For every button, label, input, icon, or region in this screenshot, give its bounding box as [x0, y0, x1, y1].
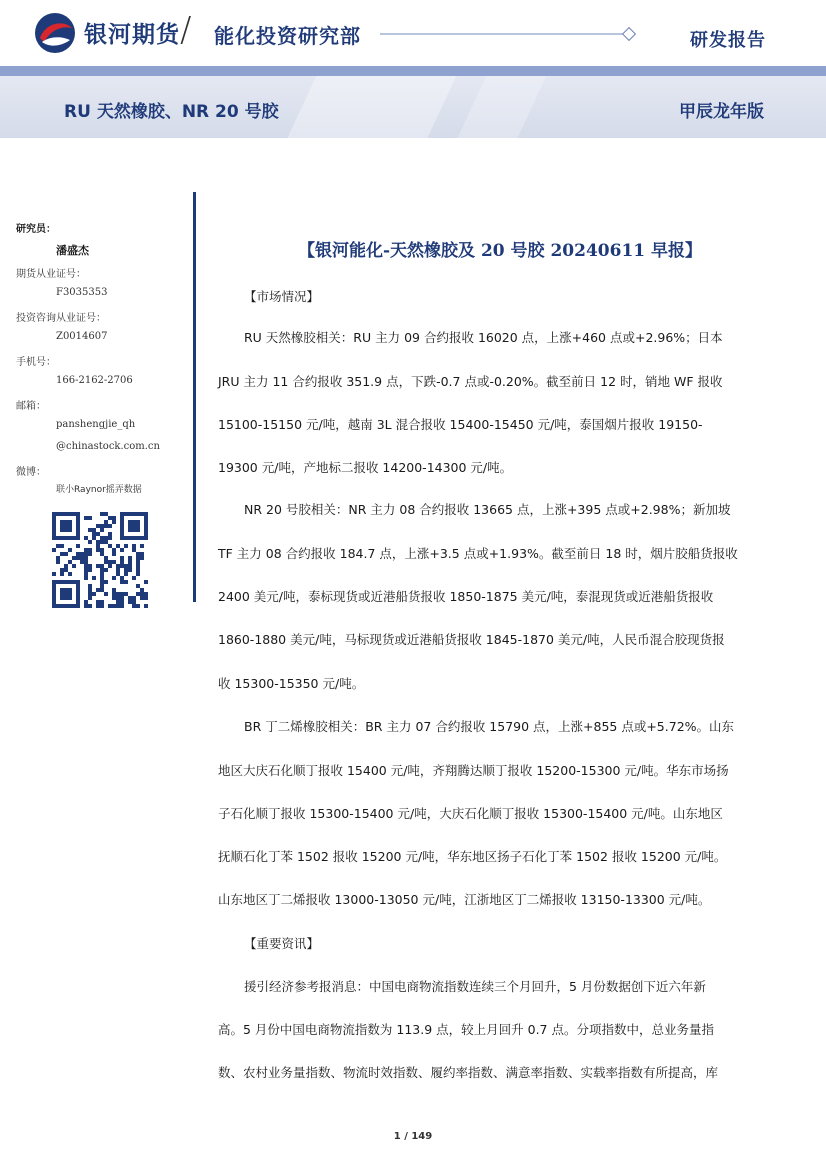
header-rule [380, 33, 630, 35]
paragraph-line: 15100-15150 元/吨，越南 3L 混合报收 15400-15450 元/吨，泰国烟片报收 19150- [218, 417, 703, 432]
paragraph-line: BR 丁二烯橡胶相关：BR 主力 07 合约报收 15790 点，上涨+855 点或+5.72%。山东 [244, 719, 735, 734]
phone-label: 手机号： [16, 357, 56, 368]
paragraph-line: 收 15300-15350 元/吨。 [218, 676, 365, 691]
email-line-2: @chinastock.com.cn [56, 441, 160, 452]
invest-cert-label: 投资咨询从业证号： [16, 313, 106, 324]
paragraph-line: TF 主力 08 合约报收 184.7 点，上涨+3.5 点或+1.93%。截至前日 18 时，烟片胶船货报收 [218, 546, 738, 561]
qr-code-icon [52, 512, 148, 608]
galaxy-logo-icon [34, 12, 76, 54]
header-band [0, 66, 826, 76]
page-number: 1 / 149 [393, 1131, 433, 1142]
invest-cert-number: Z0014607 [56, 331, 108, 342]
paragraph-line: 抚顺石化丁苯 1502 报收 15200 元/吨，华东地区扬子石化丁苯 1502 报收 15200 元/吨。 [218, 849, 727, 864]
paragraph-line: 山东地区丁二烯报收 13000-13050 元/吨，江浙地区丁二烯报收 13150-13300 元/吨。 [218, 892, 711, 907]
futures-cert-label: 期货从业证号： [16, 269, 86, 280]
banner-title: RU 天然橡胶、NR 20 号胶 [64, 102, 279, 122]
email-line-1: panshengjie_qh [56, 419, 136, 430]
diamond-icon [622, 27, 636, 41]
phone-number: 166-2162-2706 [56, 375, 133, 386]
sidebar-divider [193, 192, 196, 602]
document-title: 【银河能化-天然橡胶及 20 号胶 20240611 早报】 [298, 241, 703, 261]
brand-name: 银河期货 [84, 22, 180, 48]
paragraph-line: 2400 美元/吨，泰标现货或近港船货报收 1850-1875 美元/吨，泰混现货或近港船货报收 [218, 589, 714, 604]
researcher-label: 研究员： [16, 224, 56, 235]
researcher-name: 潘盛杰 [56, 244, 89, 257]
weibo-label: 微博： [16, 467, 46, 478]
futures-cert-number: F3035353 [56, 287, 108, 298]
topic-banner [0, 76, 826, 138]
paragraph-line: JRU 主力 11 合约报收 351.9 点，下跌-0.7 点或-0.20%。截至前日 12 时，销地 WF 报收 [218, 374, 723, 389]
email-label: 邮箱： [16, 401, 46, 412]
paragraph-line: RU 天然橡胶相关：RU 主力 09 合约报收 16020 点，上涨+460 点或+2.96%；日本 [244, 330, 723, 345]
header-divider: / [180, 10, 192, 50]
paragraph-line: 子石化顺丁报收 15300-15400 元/吨，大庆石化顺丁报收 15300-15400 元/吨。山东地区 [218, 806, 723, 821]
section-market: 【市场情况】 [244, 289, 320, 304]
paragraph-line: 数、农村业务量指数、物流时效指数、履约率指数、满意率指数、实载率指数有所提高，库 [218, 1065, 719, 1080]
paragraph-line: 高。5 月份中国电商物流指数为 113.9 点，较上月回升 0.7 点。分项指数中，总业务量指 [218, 1022, 714, 1037]
report-type: 研发报告 [690, 30, 766, 51]
weibo-account: 联小Raynor摇弄数据 [56, 485, 142, 495]
paragraph-line: 地区大庆石化顺丁报收 15400 元/吨，齐翔腾达顺丁报收 15200-15300 元/吨。华东市场扬 [218, 763, 729, 778]
department-name: 能化投资研究部 [214, 24, 361, 48]
paragraph-line: 1860-1880 美元/吨，马标现货或近港船货报收 1845-1870 美元/吨，人民币混合胶现货报 [218, 632, 725, 647]
page-header [0, 0, 826, 66]
paragraph-line: NR 20 号胶相关：NR 主力 08 合约报收 13665 点，上涨+395 点或+2.98%；新加坡 [244, 502, 731, 517]
section-news: 【重要资讯】 [244, 936, 320, 951]
edition-label: 甲辰龙年版 [679, 102, 764, 122]
paragraph-line: 援引经济参考报消息：中国电商物流指数连续三个月回升，5 月份数据创下近六年新 [244, 979, 706, 994]
paragraph-line: 19300 元/吨，产地标二报收 14200-14300 元/吨。 [218, 460, 513, 475]
